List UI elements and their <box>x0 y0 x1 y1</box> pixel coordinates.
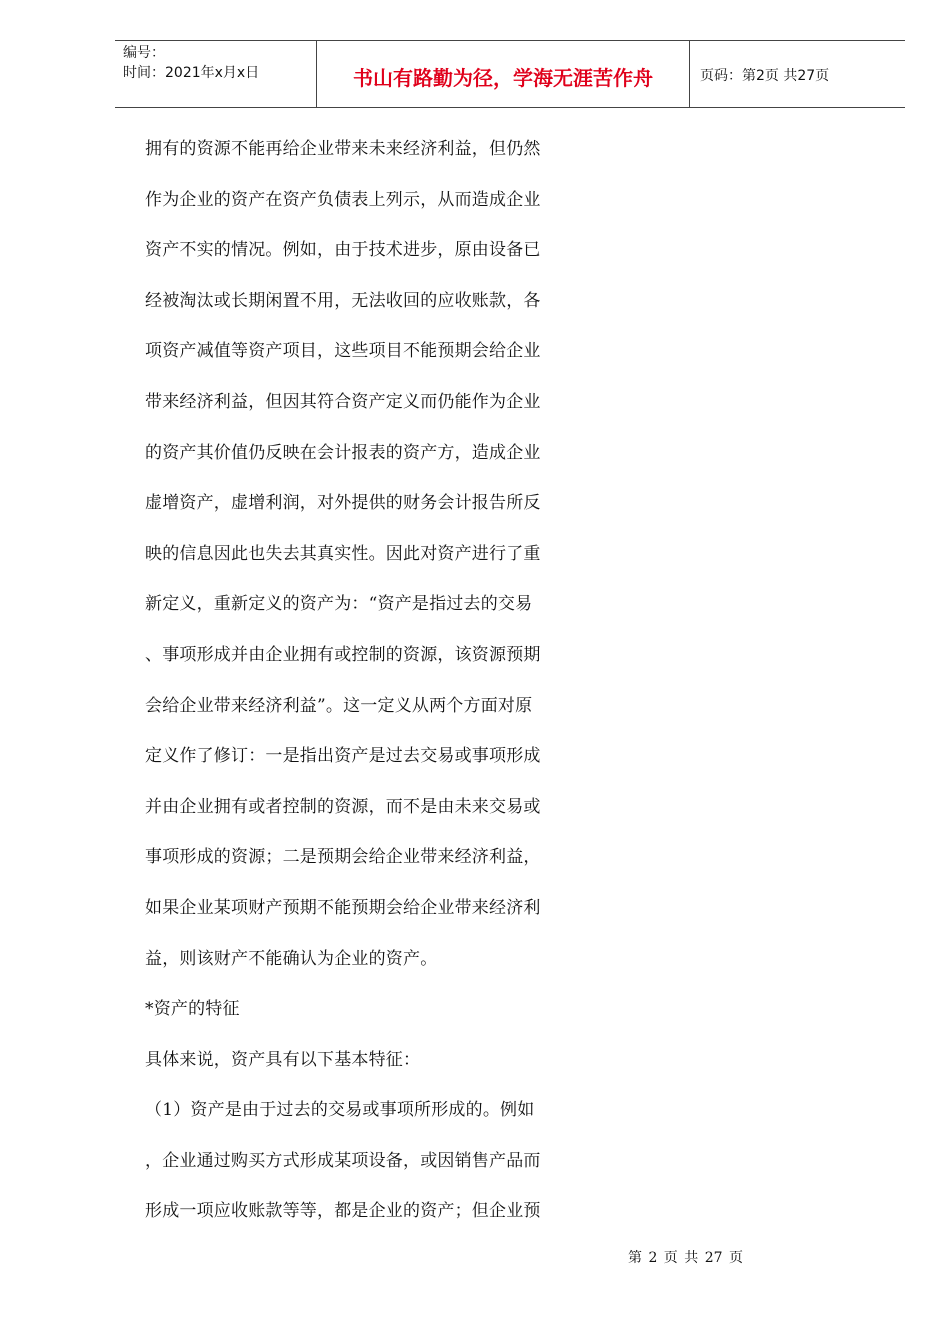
header-page-cell <box>690 41 905 107</box>
text-line: 定义作了修订：一是指出资产是过去交易或事项形成 <box>145 746 541 767</box>
text-line: 的资产其价值仍反映在会计报表的资产方，造成企业 <box>145 442 541 463</box>
document-number-label: 编号： <box>123 45 165 61</box>
text-line: 映的信息因此也失去其真实性。因此对资产进行了重 <box>145 543 541 564</box>
text-line: 会给企业带来经济利益”。这一定义从两个方面对原 <box>145 695 533 716</box>
text-line: 、事项形成并由企业拥有或控制的资源，该资源预期 <box>145 644 541 665</box>
body-text <box>145 124 605 1237</box>
text-line: 事项形成的资源；二是预期会给企业带来经济利益， <box>145 847 541 868</box>
footer-page-number: 第 2 页 共 27 页 <box>628 1250 743 1266</box>
document-date-label: 时间：2021年x月x日 <box>123 65 260 81</box>
text-line: 带来经济利益，但因其符合资产定义而仍能作为企业 <box>145 391 541 412</box>
text-line: 拥有的资源不能再给企业带来未来经济利益，但仍然 <box>145 139 541 159</box>
page-footer <box>628 1247 743 1267</box>
page-header <box>115 40 905 108</box>
header-motto-cell <box>316 41 690 107</box>
header-page-number: 页码：第2页 共27页 <box>700 68 830 84</box>
text-line: 并由企业拥有或者控制的资源，而不是由未来交易或 <box>145 796 541 817</box>
text-line: 益，则该财产不能确认为企业的资产。 <box>145 948 438 969</box>
text-line: ，企业通过购买方式形成某项设备，或因销售产品而 <box>145 1150 541 1171</box>
header-motto: 书山有路勤为径，学海无涯苦作舟 <box>353 65 653 90</box>
text-line: 新定义，重新定义的资产为：“资产是指过去的交易 <box>145 594 533 615</box>
text-line: 形成一项应收账款等等，都是企业的资产；但企业预 <box>145 1201 541 1222</box>
text-line: 项资产减值等资产项目，这些项目不能预期会给企业 <box>145 341 541 362</box>
section-heading: *资产的特征 <box>145 999 240 1020</box>
text-line: 经被淘汰或长期闲置不用，无法收回的应收账款，各 <box>145 290 541 311</box>
header-meta-cell <box>115 41 316 107</box>
text-line: 资产不实的情况。例如，由于技术进步，原由设备已 <box>145 240 541 261</box>
text-line: （1）资产是由于过去的交易或事项所形成的。例如 <box>145 1100 535 1121</box>
text-line: 具体来说，资产具有以下基本特征： <box>145 1049 421 1070</box>
text-line: 如果企业某项财产预期不能预期会给企业带来经济利 <box>145 897 541 918</box>
text-line: 作为企业的资产在资产负债表上列示，从而造成企业 <box>145 189 541 210</box>
text-line: 虚增资产，虚增利润，对外提供的财务会计报告所反 <box>145 493 541 514</box>
